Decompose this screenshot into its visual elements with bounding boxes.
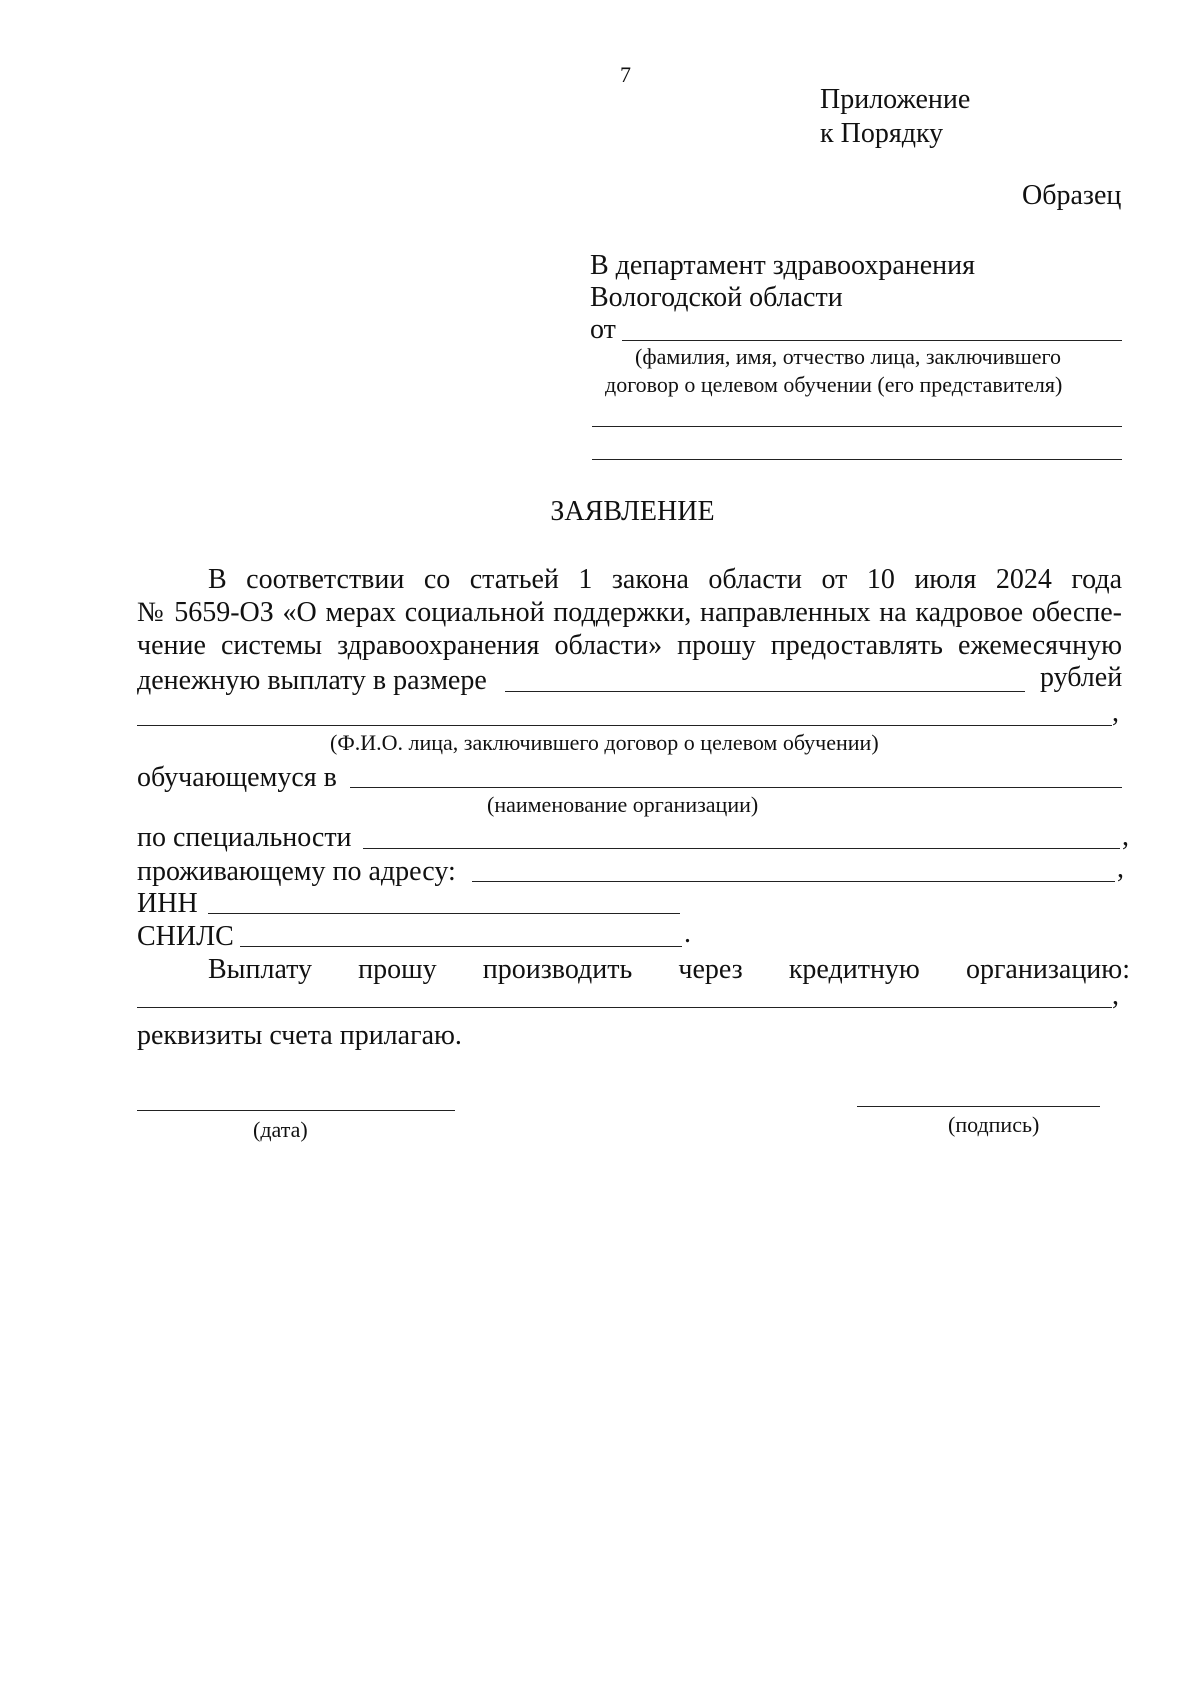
snils-period: .	[684, 918, 691, 949]
bank-line	[137, 1007, 1112, 1008]
addressee-line-1: В департамент здравоохранения	[590, 250, 976, 281]
fio-hint: (Ф.И.О. лица, заключившего договор о целевом обучении)	[330, 730, 879, 755]
fio-comma: ,	[1112, 697, 1119, 728]
inn-label: ИНН	[137, 888, 198, 919]
bank-comma: ,	[1112, 980, 1119, 1011]
from-hint-line-2: договор о целевом обучении (его представителя)	[605, 372, 1063, 397]
snils-label: СНИЛС	[137, 921, 234, 952]
from-extra-line-2	[592, 459, 1122, 460]
fio-line	[137, 725, 1112, 726]
document-title: ЗАЯВЛЕНИЕ	[550, 496, 715, 527]
address-line	[472, 881, 1115, 882]
sample-label: Образец	[1022, 180, 1122, 211]
from-hint-line-1: (фамилия, имя, отчество лица, заключившего	[635, 344, 1061, 369]
body-line-1: В соответствии со статьей 1 закона области от 10 июля 2024 года	[208, 564, 1122, 595]
date-line	[137, 1110, 455, 1111]
payment-request-line: Выплату прошу производить через кредитную организацию:	[208, 954, 1130, 985]
snils-line	[240, 946, 682, 947]
specialty-line	[363, 848, 1120, 849]
student-label: обучающемуся в	[137, 762, 337, 793]
signature-line	[857, 1106, 1100, 1107]
inn-line	[208, 913, 680, 914]
specialty-label: по специальности	[137, 822, 352, 853]
from-extra-line-1	[592, 426, 1122, 427]
organization-hint: (наименование организации)	[487, 792, 759, 817]
appendix-line-1: Приложение	[820, 84, 971, 115]
payment-amount-line	[505, 691, 1025, 692]
page-number: 7	[620, 62, 631, 87]
requisites-text: реквизиты счета прилагаю.	[137, 1020, 462, 1051]
signature-hint: (подпись)	[948, 1112, 1040, 1137]
date-hint: (дата)	[253, 1117, 308, 1142]
address-comma: ,	[1117, 853, 1124, 884]
address-label: проживающему по адресу:	[137, 856, 456, 887]
payment-amount-label: денежную выплату в размере	[137, 665, 487, 696]
organization-line	[350, 787, 1122, 788]
from-label: от	[590, 314, 616, 345]
addressee-line-2: Вологодской области	[590, 282, 843, 313]
from-field-line	[622, 340, 1122, 341]
appendix-line-2: к Порядку	[820, 118, 944, 149]
body-line-3: чение системы здравоохранения области» прошу предоставлять ежемесячную	[137, 630, 1122, 661]
rubles-label: рублей	[1040, 662, 1123, 693]
body-line-2: № 5659-ОЗ «О мерах социальной поддержки, направленных на кадровое обеспе-	[137, 597, 1122, 628]
specialty-comma: ,	[1122, 821, 1129, 852]
